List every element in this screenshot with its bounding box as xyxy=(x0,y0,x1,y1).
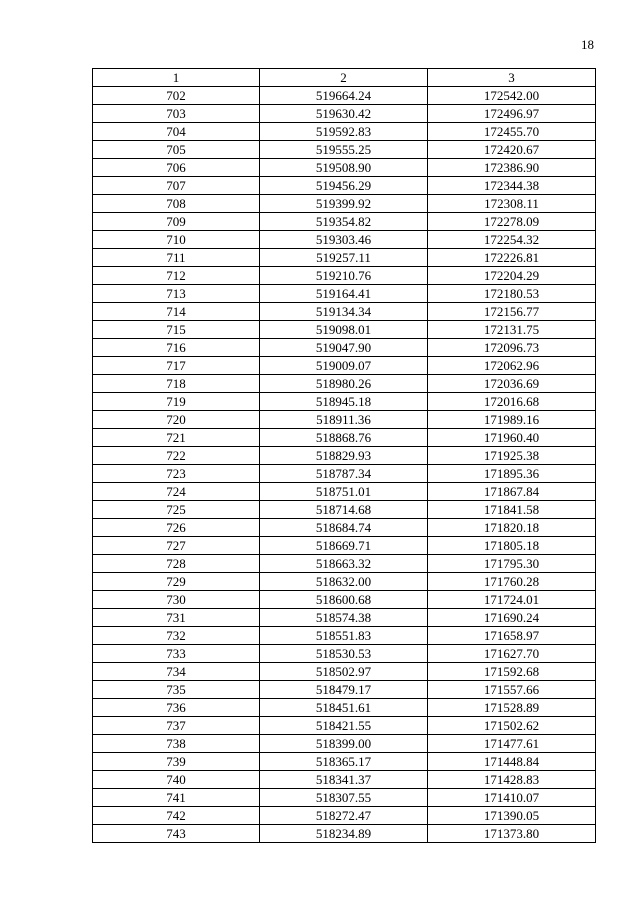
point-number-cell: 719 xyxy=(93,393,260,411)
point-number-cell: 722 xyxy=(93,447,260,465)
point-number-cell: 712 xyxy=(93,267,260,285)
point-number-cell: 713 xyxy=(93,285,260,303)
y-coordinate-cell: 172204.29 xyxy=(428,267,596,285)
x-coordinate-cell: 518341.37 xyxy=(260,771,428,789)
y-coordinate-cell: 171410.07 xyxy=(428,789,596,807)
table-row xyxy=(93,627,596,645)
y-coordinate-cell: 171820.18 xyxy=(428,519,596,537)
point-number-cell: 705 xyxy=(93,141,260,159)
y-coordinate-cell: 172344.38 xyxy=(428,177,596,195)
table-row xyxy=(93,825,596,843)
point-number-cell: 736 xyxy=(93,699,260,717)
y-coordinate-cell: 172254.32 xyxy=(428,231,596,249)
point-number-cell: 715 xyxy=(93,321,260,339)
x-coordinate-cell: 519664.24 xyxy=(260,87,428,105)
table-row xyxy=(93,411,596,429)
table-row xyxy=(93,591,596,609)
y-coordinate-cell: 172496.97 xyxy=(428,105,596,123)
table-row xyxy=(93,195,596,213)
x-coordinate-cell: 518714.68 xyxy=(260,501,428,519)
column-header-3: 3 xyxy=(428,69,596,87)
y-coordinate-cell: 172096.73 xyxy=(428,339,596,357)
x-coordinate-cell: 518502.97 xyxy=(260,663,428,681)
x-coordinate-cell: 518234.89 xyxy=(260,825,428,843)
point-number-cell: 720 xyxy=(93,411,260,429)
point-number-cell: 741 xyxy=(93,789,260,807)
table-row xyxy=(93,105,596,123)
point-number-cell: 731 xyxy=(93,609,260,627)
table-row xyxy=(93,555,596,573)
y-coordinate-cell: 171960.40 xyxy=(428,429,596,447)
y-coordinate-cell: 172226.81 xyxy=(428,249,596,267)
table-row xyxy=(93,807,596,825)
table-row xyxy=(93,501,596,519)
table-row xyxy=(93,357,596,375)
table-row xyxy=(93,429,596,447)
x-coordinate-cell: 518365.17 xyxy=(260,753,428,771)
y-coordinate-cell: 171448.84 xyxy=(428,753,596,771)
point-number-cell: 733 xyxy=(93,645,260,663)
y-coordinate-cell: 171760.28 xyxy=(428,573,596,591)
table-row xyxy=(93,303,596,321)
point-number-cell: 730 xyxy=(93,591,260,609)
x-coordinate-cell: 519456.29 xyxy=(260,177,428,195)
table-row xyxy=(93,393,596,411)
table-row xyxy=(93,447,596,465)
table-row xyxy=(93,285,596,303)
y-coordinate-cell: 172455.70 xyxy=(428,123,596,141)
table-row xyxy=(93,663,596,681)
table-row xyxy=(93,213,596,231)
y-coordinate-cell: 172180.53 xyxy=(428,285,596,303)
point-number-cell: 709 xyxy=(93,213,260,231)
table-row xyxy=(93,321,596,339)
x-coordinate-cell: 519354.82 xyxy=(260,213,428,231)
table-row xyxy=(93,789,596,807)
point-number-cell: 727 xyxy=(93,537,260,555)
x-coordinate-cell: 519134.34 xyxy=(260,303,428,321)
point-number-cell: 717 xyxy=(93,357,260,375)
point-number-cell: 729 xyxy=(93,573,260,591)
y-coordinate-cell: 171841.58 xyxy=(428,501,596,519)
y-coordinate-cell: 172131.75 xyxy=(428,321,596,339)
x-coordinate-cell: 519009.07 xyxy=(260,357,428,375)
x-coordinate-cell: 518945.18 xyxy=(260,393,428,411)
y-coordinate-cell: 171805.18 xyxy=(428,537,596,555)
x-coordinate-cell: 518632.00 xyxy=(260,573,428,591)
table-row xyxy=(93,87,596,105)
x-coordinate-cell: 518479.17 xyxy=(260,681,428,699)
table-row xyxy=(93,699,596,717)
x-coordinate-cell: 518868.76 xyxy=(260,429,428,447)
y-coordinate-cell: 171989.16 xyxy=(428,411,596,429)
y-coordinate-cell: 172278.09 xyxy=(428,213,596,231)
point-number-cell: 723 xyxy=(93,465,260,483)
x-coordinate-cell: 518307.55 xyxy=(260,789,428,807)
table-row xyxy=(93,483,596,501)
table-header-row xyxy=(93,69,596,87)
y-coordinate-cell: 171502.62 xyxy=(428,717,596,735)
point-number-cell: 735 xyxy=(93,681,260,699)
table-row xyxy=(93,375,596,393)
point-number-cell: 721 xyxy=(93,429,260,447)
x-coordinate-cell: 518421.55 xyxy=(260,717,428,735)
point-number-cell: 740 xyxy=(93,771,260,789)
x-coordinate-cell: 518399.00 xyxy=(260,735,428,753)
table-row xyxy=(93,735,596,753)
point-number-cell: 714 xyxy=(93,303,260,321)
x-coordinate-cell: 518751.01 xyxy=(260,483,428,501)
y-coordinate-cell: 172016.68 xyxy=(428,393,596,411)
y-coordinate-cell: 171477.61 xyxy=(428,735,596,753)
point-number-cell: 725 xyxy=(93,501,260,519)
table-row xyxy=(93,519,596,537)
x-coordinate-cell: 519399.92 xyxy=(260,195,428,213)
table-row xyxy=(93,267,596,285)
x-coordinate-cell: 519098.01 xyxy=(260,321,428,339)
table-row xyxy=(93,573,596,591)
column-header-1: 1 xyxy=(93,69,260,87)
x-coordinate-cell: 519508.90 xyxy=(260,159,428,177)
table-row xyxy=(93,609,596,627)
point-number-cell: 716 xyxy=(93,339,260,357)
point-number-cell: 739 xyxy=(93,753,260,771)
point-number-cell: 737 xyxy=(93,717,260,735)
y-coordinate-cell: 171658.97 xyxy=(428,627,596,645)
x-coordinate-cell: 519047.90 xyxy=(260,339,428,357)
x-coordinate-cell: 518574.38 xyxy=(260,609,428,627)
y-coordinate-cell: 172156.77 xyxy=(428,303,596,321)
point-number-cell: 704 xyxy=(93,123,260,141)
x-coordinate-cell: 518669.71 xyxy=(260,537,428,555)
point-number-cell: 708 xyxy=(93,195,260,213)
x-coordinate-cell: 518600.68 xyxy=(260,591,428,609)
table-row xyxy=(93,177,596,195)
point-number-cell: 707 xyxy=(93,177,260,195)
table-row xyxy=(93,141,596,159)
table-row xyxy=(93,465,596,483)
point-number-cell: 726 xyxy=(93,519,260,537)
table-row xyxy=(93,771,596,789)
point-number-cell: 702 xyxy=(93,87,260,105)
y-coordinate-cell: 172062.96 xyxy=(428,357,596,375)
point-number-cell: 734 xyxy=(93,663,260,681)
point-number-cell: 718 xyxy=(93,375,260,393)
y-coordinate-cell: 171690.24 xyxy=(428,609,596,627)
x-coordinate-cell: 518451.61 xyxy=(260,699,428,717)
point-number-cell: 706 xyxy=(93,159,260,177)
table-row xyxy=(93,339,596,357)
point-number-cell: 738 xyxy=(93,735,260,753)
x-coordinate-cell: 519592.83 xyxy=(260,123,428,141)
y-coordinate-cell: 171724.01 xyxy=(428,591,596,609)
x-coordinate-cell: 519555.25 xyxy=(260,141,428,159)
y-coordinate-cell: 171925.38 xyxy=(428,447,596,465)
point-number-cell: 724 xyxy=(93,483,260,501)
page-number: 18 xyxy=(581,37,594,52)
point-number-cell: 703 xyxy=(93,105,260,123)
y-coordinate-cell: 171390.05 xyxy=(428,807,596,825)
x-coordinate-cell: 519164.41 xyxy=(260,285,428,303)
table-row xyxy=(93,717,596,735)
y-coordinate-cell: 171557.66 xyxy=(428,681,596,699)
point-number-cell: 711 xyxy=(93,249,260,267)
y-coordinate-cell: 172386.90 xyxy=(428,159,596,177)
x-coordinate-cell: 518829.93 xyxy=(260,447,428,465)
column-header-2: 2 xyxy=(260,69,428,87)
y-coordinate-cell: 172542.00 xyxy=(428,87,596,105)
table-row xyxy=(93,159,596,177)
x-coordinate-cell: 519257.11 xyxy=(260,249,428,267)
x-coordinate-cell: 518787.34 xyxy=(260,465,428,483)
x-coordinate-cell: 519210.76 xyxy=(260,267,428,285)
y-coordinate-cell: 171627.70 xyxy=(428,645,596,663)
y-coordinate-cell: 171592.68 xyxy=(428,663,596,681)
point-number-cell: 710 xyxy=(93,231,260,249)
table-row xyxy=(93,645,596,663)
x-coordinate-cell: 519303.46 xyxy=(260,231,428,249)
x-coordinate-cell: 518684.74 xyxy=(260,519,428,537)
x-coordinate-cell: 518980.26 xyxy=(260,375,428,393)
y-coordinate-cell: 171895.36 xyxy=(428,465,596,483)
y-coordinate-cell: 171428.83 xyxy=(428,771,596,789)
y-coordinate-cell: 171528.89 xyxy=(428,699,596,717)
x-coordinate-cell: 518551.83 xyxy=(260,627,428,645)
x-coordinate-cell: 518530.53 xyxy=(260,645,428,663)
point-number-cell: 732 xyxy=(93,627,260,645)
coordinates-table xyxy=(92,68,596,843)
table-row xyxy=(93,681,596,699)
y-coordinate-cell: 172036.69 xyxy=(428,375,596,393)
table-row xyxy=(93,753,596,771)
y-coordinate-cell: 172420.67 xyxy=(428,141,596,159)
point-number-cell: 728 xyxy=(93,555,260,573)
x-coordinate-cell: 518911.36 xyxy=(260,411,428,429)
table-body xyxy=(93,87,596,843)
point-number-cell: 743 xyxy=(93,825,260,843)
y-coordinate-cell: 171795.30 xyxy=(428,555,596,573)
y-coordinate-cell: 171373.80 xyxy=(428,825,596,843)
x-coordinate-cell: 518272.47 xyxy=(260,807,428,825)
y-coordinate-cell: 171867.84 xyxy=(428,483,596,501)
y-coordinate-cell: 172308.11 xyxy=(428,195,596,213)
x-coordinate-cell: 519630.42 xyxy=(260,105,428,123)
point-number-cell: 742 xyxy=(93,807,260,825)
table-row xyxy=(93,537,596,555)
table-row xyxy=(93,249,596,267)
table-row xyxy=(93,231,596,249)
table-row xyxy=(93,123,596,141)
x-coordinate-cell: 518663.32 xyxy=(260,555,428,573)
